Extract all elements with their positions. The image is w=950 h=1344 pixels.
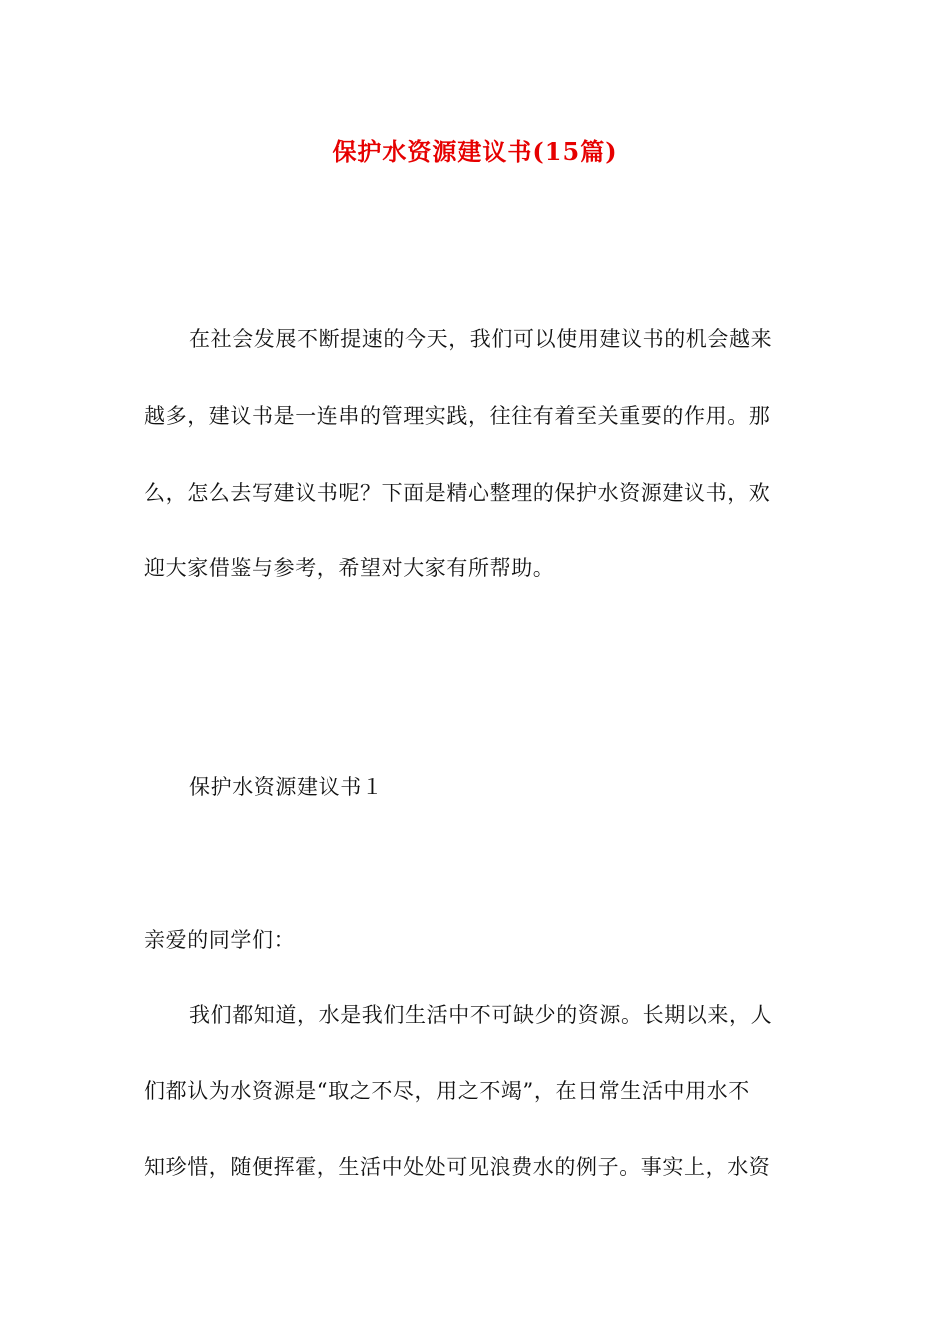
body-line: 我们都知道，水是我们生活中不可缺少的资源。长期以来，人 [189, 1003, 773, 1027]
intro-line: 在社会发展不断提速的今天，我们可以使用建议书的机会越来 [189, 327, 773, 351]
intro-line: 迎大家借鉴与参考，希望对大家有所帮助。 [144, 556, 555, 580]
document-title: 保护水资源建议书(15篇) [332, 137, 618, 166]
section-heading: 保护水资源建议书１ [189, 775, 384, 799]
body-line: 知珍惜，随便挥霍，生活中处处可见浪费水的例子。事实上，水资 [144, 1155, 771, 1179]
salutation: 亲爱的同学们： [144, 928, 296, 952]
intro-line: 么，怎么去写建议书呢？下面是精心整理的保护水资源建议书，欢 [144, 481, 771, 505]
intro-line: 越多，建议书是一连串的管理实践，往往有着至关重要的作用。那 [144, 404, 771, 428]
body-line: 们都认为水资源是“取之不尽，用之不竭”，在日常生活中用水不 [144, 1079, 750, 1103]
